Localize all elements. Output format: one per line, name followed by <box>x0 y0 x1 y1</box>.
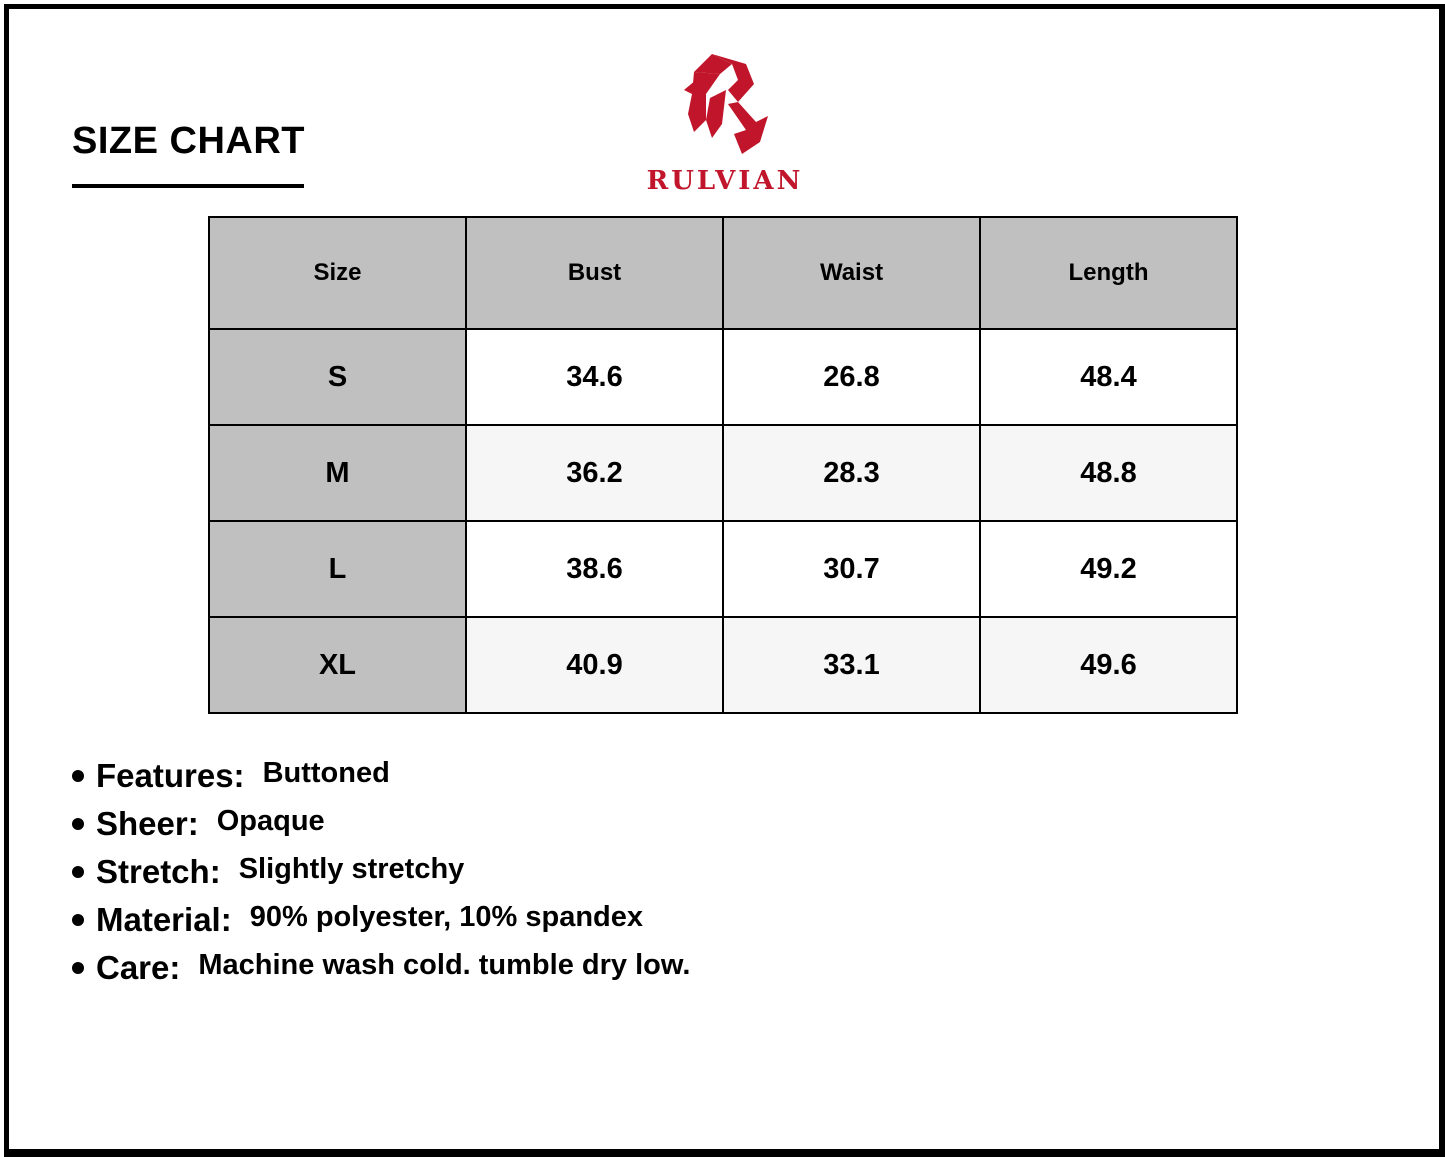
bullet-icon <box>72 914 84 926</box>
spec-value: Slightly stretchy <box>238 852 465 885</box>
size-cell: XL <box>209 617 466 713</box>
size-cell: M <box>209 425 466 521</box>
spec-label: Care: <box>96 949 181 986</box>
table-row <box>209 617 1237 713</box>
spec-value: Opaque <box>216 804 325 837</box>
length-cell: 48.8 <box>980 425 1237 521</box>
bust-cell: 38.6 <box>466 521 723 617</box>
spec-value: Machine wash cold. tumble dry low. <box>198 948 691 981</box>
size-cell: L <box>209 521 466 617</box>
spec-label: Sheer: <box>96 805 199 842</box>
waist-cell: 33.1 <box>723 617 980 713</box>
column-header-size: Size <box>209 217 466 329</box>
size-cell: S <box>209 329 466 425</box>
spec-label: Stretch: <box>96 853 221 890</box>
length-cell: 49.6 <box>980 617 1237 713</box>
bullet-icon <box>72 818 84 830</box>
list-item <box>72 944 690 992</box>
bullet-icon <box>72 962 84 974</box>
product-specs-list <box>72 752 690 992</box>
column-header-bust: Bust <box>466 217 723 329</box>
table-header-row <box>209 217 1237 329</box>
page-title: SIZE CHART <box>72 120 305 162</box>
table-row <box>209 425 1237 521</box>
list-item <box>72 800 690 848</box>
spec-value: 90% polyester, 10% spandex <box>249 900 644 933</box>
length-cell: 48.4 <box>980 329 1237 425</box>
brand-logo <box>620 50 830 200</box>
rulvian-r-logo-icon <box>676 50 776 162</box>
brand-name: RULVIAN <box>646 166 804 196</box>
bust-cell: 34.6 <box>466 329 723 425</box>
column-header-length: Length <box>980 217 1237 329</box>
title-underline <box>72 184 304 188</box>
size-chart-table <box>208 216 1238 714</box>
waist-cell: 30.7 <box>723 521 980 617</box>
table-row <box>209 329 1237 425</box>
spec-label: Features: <box>96 757 245 794</box>
spec-label: Material: <box>96 901 232 938</box>
bust-cell: 40.9 <box>466 617 723 713</box>
length-cell: 49.2 <box>980 521 1237 617</box>
list-item <box>72 752 690 800</box>
column-header-waist: Waist <box>723 217 980 329</box>
bust-cell: 36.2 <box>466 425 723 521</box>
waist-cell: 28.3 <box>723 425 980 521</box>
bullet-icon <box>72 770 84 782</box>
list-item <box>72 896 690 944</box>
table-row <box>209 521 1237 617</box>
list-item <box>72 848 690 896</box>
spec-value: Buttoned <box>262 756 390 789</box>
bullet-icon <box>72 866 84 878</box>
waist-cell: 26.8 <box>723 329 980 425</box>
